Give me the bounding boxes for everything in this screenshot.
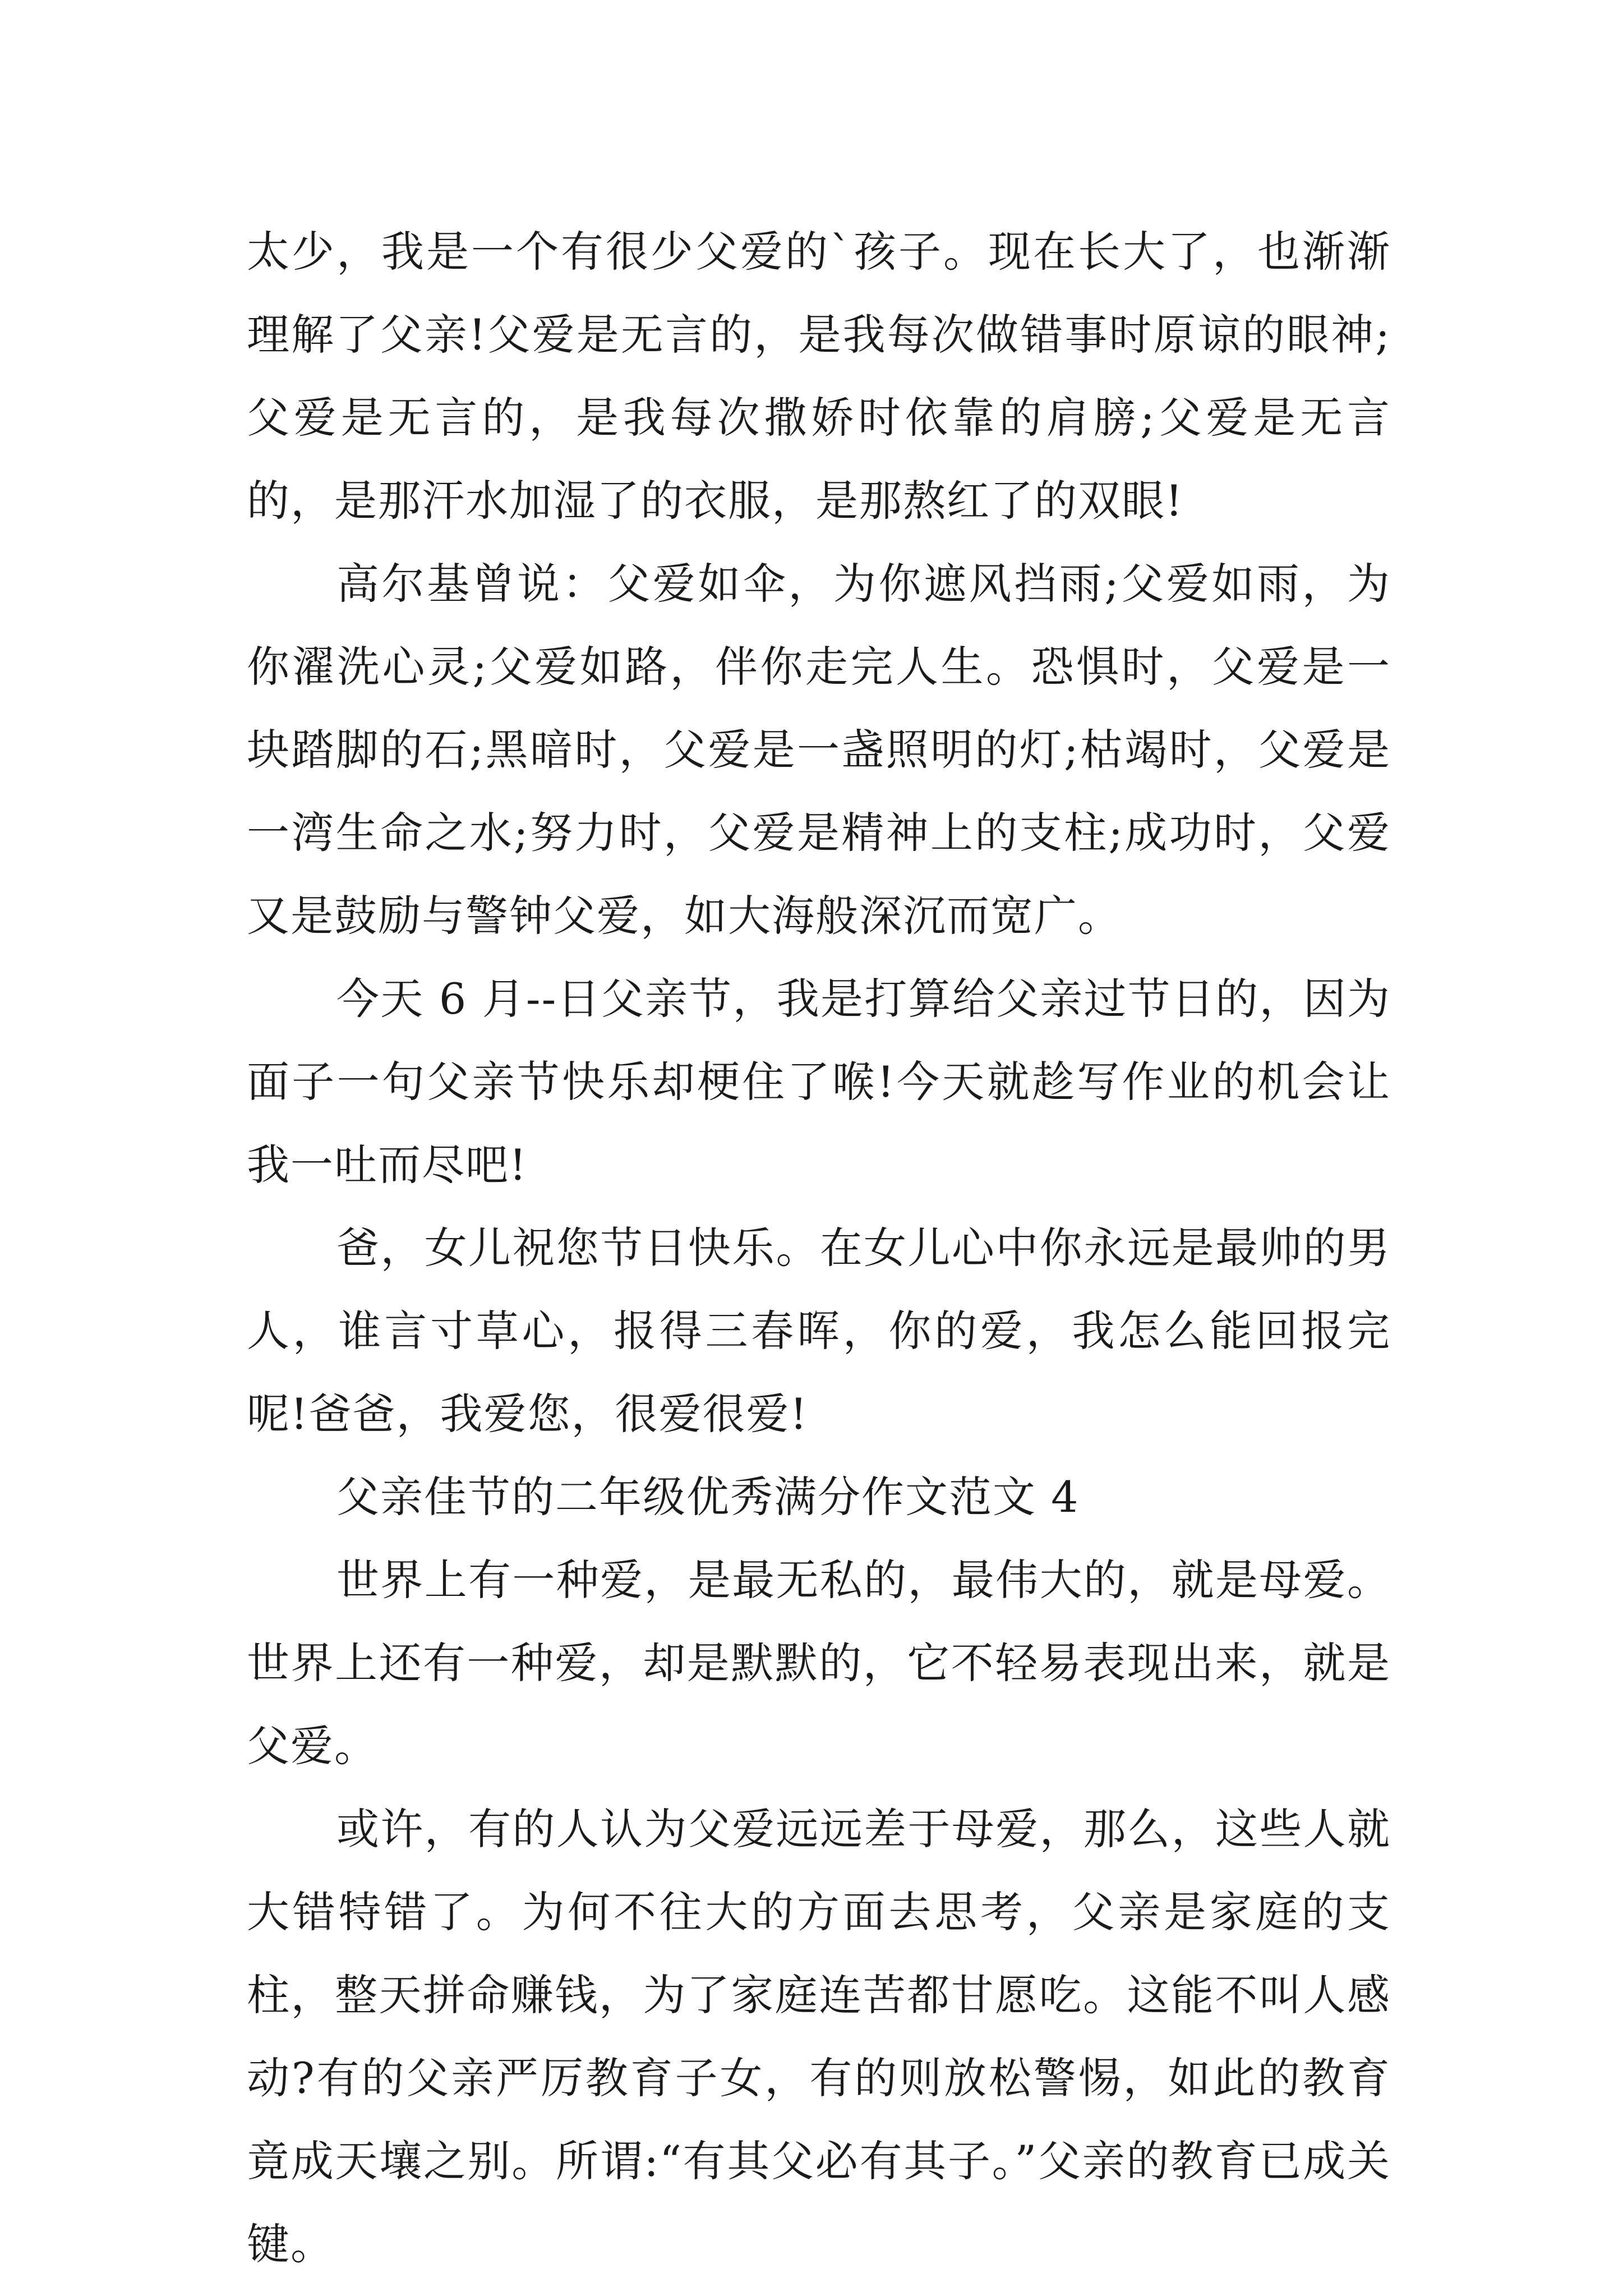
document-body <box>247 210 1391 2286</box>
paragraph-4: 爸，女儿祝您节日快乐。在女儿心中你永远是最帅的男人，谁言寸草心，报得三春晖，你的爱，我怎么能回报完呢!爸爸，我爱您，很爱很爱! <box>247 1223 1391 1439</box>
paragraph-5: 世界上有一种爱，是最无私的，最伟大的，就是母爱。世界上还有一种爱，却是默默的，它不轻易表现出来，就是父爱。 <box>247 1555 1391 1771</box>
section-heading: 父亲佳节的二年级优秀满分作文范文 4 <box>336 1472 1080 1522</box>
paragraph-1: 太少，我是一个有很少父爱的`孩子。现在长大了，也渐渐理解了父亲!父爱是无言的，是我每次做错事时原谅的眼神;父爱是无言的，是我每次撒娇时依靠的肩膀;父爱是无言的，是那汗水加湿了的衣服，是那熬红了的双眼! <box>247 227 1391 526</box>
paragraph-3: 今天 6 月--日父亲节，我是打算给父亲过节日的，因为面子一句父亲节快乐却梗住了喉!今天就趁写作业的机会让我一吐而尽吧! <box>247 974 1391 1190</box>
paragraph-6: 或许，有的人认为父爱远远差于母爱，那么，这些人就大错特错了。为何不往大的方面去思考，父亲是家庭的支柱，整天拼命赚钱，为了家庭连苦都甘愿吃。这能不叫人感动?有的父亲严厉教育子女，有的则放松警惕，如此的教育竟成天壤之别。所谓:“有其父必有其子。”父亲的教育已成关键。 <box>247 1804 1391 2269</box>
paragraph-2: 高尔基曾说：父爱如伞，为你遮风挡雨;父爱如雨，为你濯洗心灵;父爱如路，伴你走完人生。恐惧时，父爱是一块踏脚的石;黑暗时，父爱是一盏照明的灯;枯竭时，父爱是一湾生命之水;努力时，父爱是精神上的支柱;成功时，父爱又是鼓励与警钟父爱，如大海般深沉而宽广。 <box>247 559 1391 941</box>
